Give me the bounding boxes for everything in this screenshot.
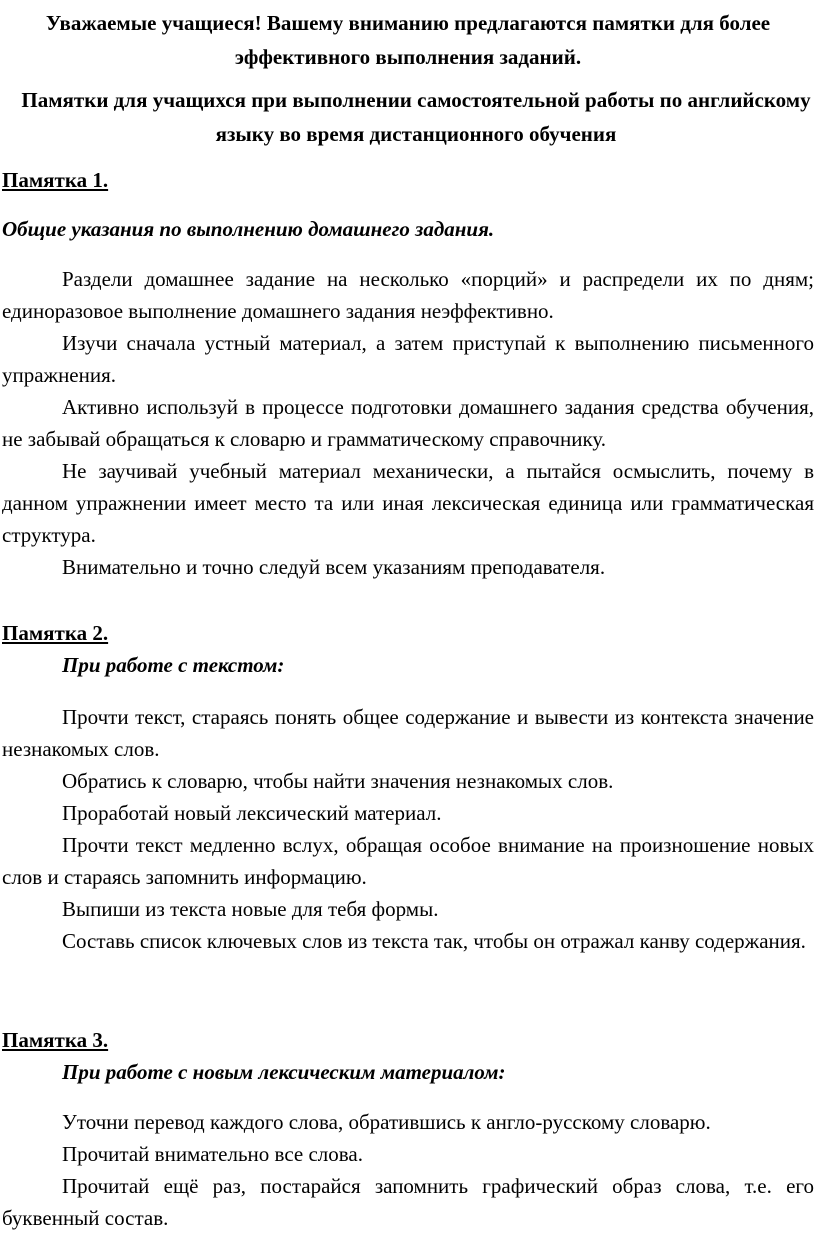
page-title: Памятки для учащихся при выполнении самостоятельной работы по английскому языку во время дистанционного обучения (21, 88, 811, 146)
memo2-paragraph: Прочти текст, стараясь понять общее содержание и вывести из контекста значение незнакомых слов. (2, 705, 814, 761)
memo2-heading: Памятка 2. (2, 621, 109, 645)
memo1-body (2, 263, 814, 583)
greeting-heading: Уважаемые учащиеся! Вашему вниманию предлагаются памятки для более эффективного выполнения заданий. (45, 11, 771, 69)
memo3-paragraph: Уточни перевод каждого слова, обратившись к англо-русскому словарю. (62, 1110, 711, 1134)
memo1-subtitle: Общие указания по выполнению домашнего задания. (2, 217, 495, 241)
memo1-paragraph: Изучи сначала устный материал, а затем приступай к выполнению письменного упражнения. (2, 331, 814, 387)
memo2-paragraph: Проработай новый лексический материал. (62, 801, 442, 825)
memo2-paragraph: Составь список ключевых слов из текста так, чтобы он отражал канву содержания. (62, 929, 806, 953)
memo2-body (2, 701, 814, 957)
memo1-paragraph: Внимательно и точно следуй всем указаниям преподавателя. (62, 555, 606, 579)
memo3-paragraph: Прочитай внимательно все слова. (62, 1142, 363, 1166)
memo1-heading: Памятка 1. (2, 168, 109, 192)
memo2-paragraph: Выпиши из текста новые для тебя формы. (62, 897, 439, 921)
memo2-paragraph: Прочти текст медленно вслух, обращая особое внимание на произношение новых слов и стараясь запомнить информацию. (2, 833, 814, 889)
memo1-paragraph: Активно используй в процессе подготовки домашнего задания средства обучения, не забывай обращаться к словарю и грамматическому справочнику. (2, 395, 814, 451)
memo1-paragraph: Раздели домашнее задание на несколько «порций» и распредели их по дням; единоразовое выполнение домашнего задания неэффективно. (2, 267, 814, 323)
memo3-subtitle: При работе с новым лексическим материалом: (62, 1060, 506, 1084)
memo2-subtitle: При работе с текстом: (62, 653, 285, 677)
memo3-paragraph: Прочитай ещё раз, постарайся запомнить графический образ слова, т.е. его буквенный состав. (2, 1174, 814, 1230)
memo3-heading: Памятка 3. (2, 1028, 109, 1052)
memo1-paragraph: Не заучивай учебный материал механически, а пытайся осмыслить, почему в данном упражнении имеет место та или иная лексическая единица или грамматическая структура. (2, 459, 814, 547)
memo2-paragraph: Обратись к словарю, чтобы найти значения незнакомых слов. (62, 769, 614, 793)
memo3-body (2, 1106, 814, 1234)
